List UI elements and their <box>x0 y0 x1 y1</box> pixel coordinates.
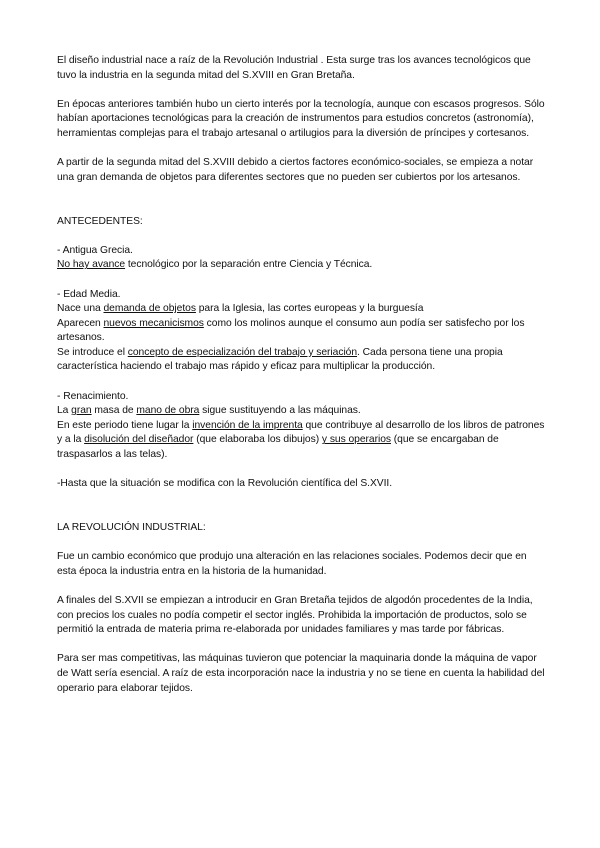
spacer <box>57 229 547 244</box>
spacer <box>57 83 547 98</box>
spacer <box>57 536 547 551</box>
edad-media-title: - Edad Media. <box>57 288 121 300</box>
text-run: Aparecen <box>57 317 104 329</box>
antecedentes-closing: -Hasta que la situación se modifica con la Revolución científica del S.XVII. <box>57 478 393 490</box>
text-run: como los molinos aunque el consumo aun podía ser satisfecho por los artesanos. <box>57 317 525 344</box>
spacer <box>57 638 547 653</box>
document-page <box>57 54 547 696</box>
underlined-text: nuevos mecanicismos <box>103 317 204 329</box>
grecia-title: - Antigua Grecia. <box>57 244 133 256</box>
underlined-text: concepto de especialización del trabajo y seriación <box>127 346 358 358</box>
underlined-text: mano de obra <box>136 405 200 417</box>
underlined-text: disolución del diseñador <box>84 434 194 446</box>
renacimiento-line-1 <box>57 404 547 419</box>
underlined-text: gran <box>71 405 92 417</box>
spacer <box>57 185 547 214</box>
antecedentes-heading: ANTECEDENTES: <box>57 215 143 227</box>
spacer <box>57 142 547 157</box>
grecia-line <box>57 258 547 273</box>
revolucion-paragraph-2: A finales del S.XVII se empiezan a introducir en Gran Bretaña tejidos de algodón procedentes de la India, con precios los cuales no podía competir el sector inglés. Prohibida la importación de productos, solo se permitió la entrada de materia prima re-elaborada por unidades familiares y mas tarde por fábricas. <box>57 594 533 636</box>
spacer <box>57 492 547 521</box>
revolucion-paragraph-3: Para ser mas competitivas, las máquinas tuvieron que potenciar la maquinaria donde la máquina de vapor de Watt sería esencial. A raíz de esta incorporación nace la industria y no se tiene en cuenta la habilidad del operario para elaborar tejidos. <box>57 653 545 694</box>
spacer <box>57 273 547 288</box>
spacer <box>57 375 547 390</box>
intro-paragraph-3: A partir de la segunda mitad del S.XVIII debido a ciertos factores económico-sociales, se empieza a notar una gran demanda de objetos para diferentes sectores que no pueden ser cubiertos por los artesanos. <box>57 157 534 183</box>
text-run: masa de <box>91 405 137 417</box>
edad-media-line-2 <box>57 317 547 346</box>
edad-media-line-1 <box>57 302 547 317</box>
text-run: Nace una <box>57 303 104 315</box>
underlined-text: demanda de objetos <box>103 303 196 315</box>
spacer <box>57 579 547 594</box>
text-run: (que elaboraba los dibujos) <box>193 434 322 446</box>
underlined-text: y sus operarios <box>321 434 391 446</box>
edad-media-line-3 <box>57 346 547 375</box>
text-run: para la Iglesia, las cortes europeas y la burguesía <box>195 303 424 315</box>
renacimiento-line-2 <box>57 419 547 463</box>
revolucion-paragraph-1: Fue un cambio económico que produjo una alteración en las relaciones sociales. Podemos decir que en esta época la industria entra en la historia de la humanidad. <box>57 551 527 577</box>
text-run: La <box>57 405 72 417</box>
underlined-text: No hay avance <box>57 259 126 271</box>
text-run: que contribuye al desarrollo de los libros de patrones y a la <box>57 419 545 446</box>
intro-paragraph-2: En épocas anteriores también hubo un cierto interés por la tecnología, aunque con escasos progresos. Sólo habían aportaciones tecnológicas para la creación de instrumentos para estudios concretos (astronomía), herramientas complejas para el trabajo artesanal o artilugios para la diversión de príncipes y cortesanos. <box>57 98 545 139</box>
text-run: tecnológico por la separación entre Ciencia y Técnica. <box>125 259 373 271</box>
text-run: (que se encargaban de traspasarlos a las telas). <box>57 434 499 461</box>
revolucion-heading: LA REVOLUCIÓN INDUSTRIAL: <box>57 522 206 533</box>
renacimiento-title: - Renacimiento. <box>57 390 129 402</box>
text-run: sigue sustituyendo a las máquinas. <box>199 405 361 417</box>
text-run: . Cada persona tiene una propia característica haciendo el trabajo mas rápido y eficaz para multiplicar la producción. <box>57 346 503 373</box>
spacer <box>57 463 547 478</box>
underlined-text: invención de la imprenta <box>192 419 303 431</box>
text-run: Se introduce el <box>57 346 128 358</box>
text-run: En este periodo tiene lugar la <box>57 419 193 431</box>
intro-paragraph-1: El diseño industrial nace a raíz de la Revolución Industrial . Esta surge tras los avances tecnológicos que tuvo la industria en la segunda mitad del S.XVIII en Gran Bretaña. <box>57 55 531 81</box>
